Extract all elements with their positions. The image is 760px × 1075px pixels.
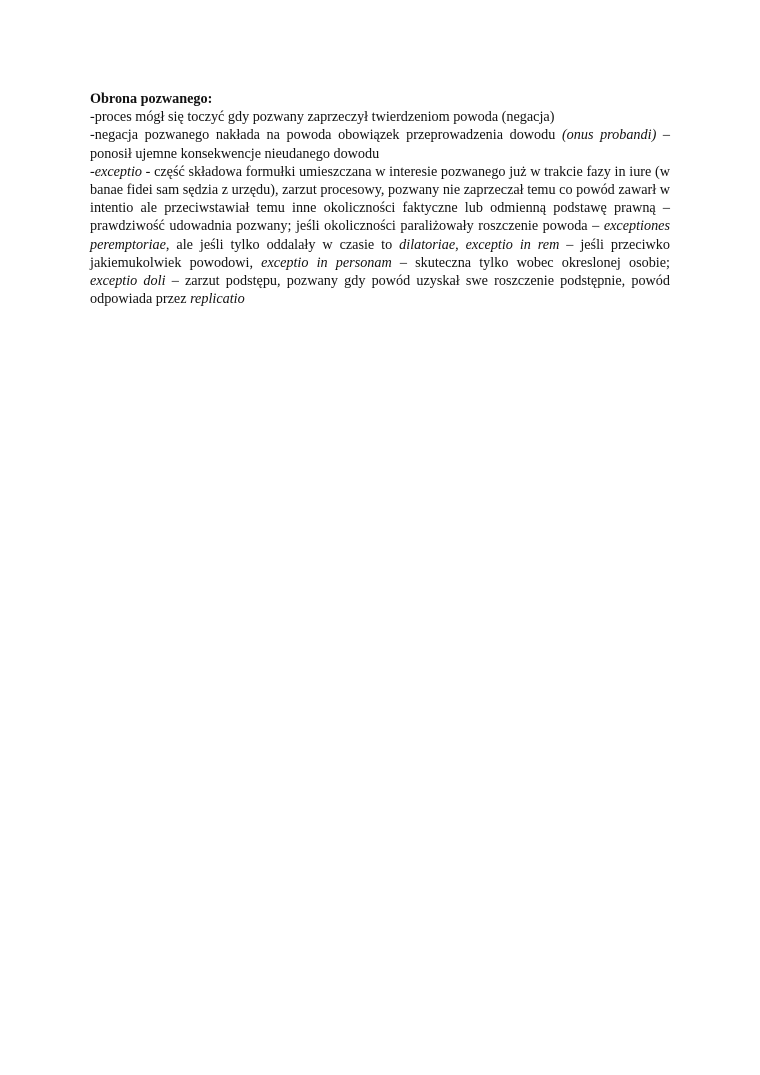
exceptio-text: - część składowa formułki umieszczana w interesie pozwanego już w trakcie fazy in iure (w banae fidei sam sędzia z urzędu), zarzut procesowy, pozwany nie zaprzeczał temu co powód zawarł w intentio ale przeciwstawiał temu inne okoliczności faktyczne lub odmienną podstawę prawną – prawdziwość udowadnia pozwany; jeśli okoliczności paraliżowały roszczenie powoda –: [90, 163, 670, 235]
exceptio-text-5: – skuteczna tylko wobec okreslonej osobie;: [391, 254, 670, 271]
paragraph-exceptio: [90, 163, 670, 309]
section-heading: Obrona pozwanego:: [90, 91, 213, 107]
paragraph-negacja: [90, 126, 670, 162]
exceptio-doli-term: exceptio doli: [90, 273, 166, 290]
onus-probandi-term: (onus probandi): [561, 127, 657, 144]
negacja-text: -negacja pozwanego nakłada na powoda obowiązek przeprowadzenia dowodu: [90, 127, 562, 144]
exceptio-text-2: , ale jeśli tylko oddalały w czasie to: [165, 236, 400, 253]
exceptio-text-6: – zarzut podstępu, pozwany gdy powód uzyskał swe roszczenie podstępnie, powód odpowiada przez: [90, 273, 670, 308]
exceptiones-peremptoriae-term: exceptiones peremptoriae: [90, 218, 670, 253]
paragraph-proces: -proces mógł się toczyć gdy pozwany zaprzeczył twierdzeniom powoda (negacja): [90, 109, 555, 126]
replicatio-term: replicatio: [190, 291, 245, 308]
exceptio-in-personam-term: exceptio in personam: [261, 254, 392, 271]
exceptio-in-rem-term: exceptio in rem: [465, 236, 560, 253]
exceptio-text-4: – jeśli przeciwko jakiemukolwiek powodowi,: [90, 236, 670, 271]
exceptio-term: -exceptio: [90, 163, 142, 180]
dilatoriae-term: dilatoriae: [399, 236, 456, 253]
exceptio-text-3: ,: [455, 236, 466, 253]
negacja-text-end: – ponosił ujemne konsekwencje nieudanego dowodu: [90, 127, 670, 162]
document-page: [90, 90, 670, 308]
